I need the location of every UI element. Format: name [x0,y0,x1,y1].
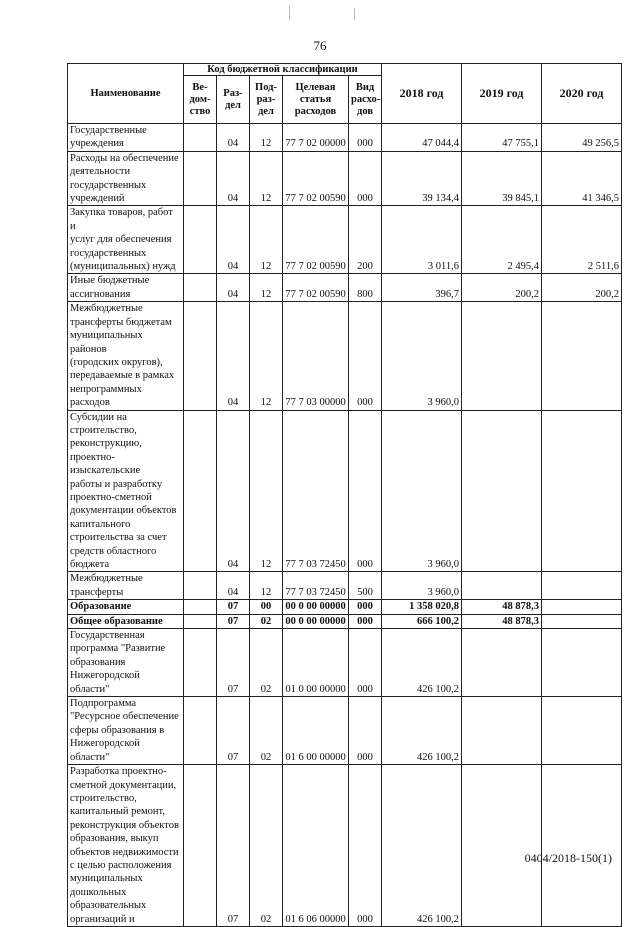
cell-2018: 47 044,4 [382,124,462,152]
table-row [68,697,622,765]
cell-podrazdel: 02 [250,765,283,927]
cell-celevaya: 77 7 03 72450 [283,572,349,600]
cell-2019 [462,697,542,765]
cell-razdel: 04 [217,302,250,410]
cell-2019: 200,2 [462,274,542,302]
header-razdel: Раз- дел [217,76,250,124]
cell-name: Подпрограмма "Ресурсное обеспечение сферы образования в Нижегородской области" [68,697,184,765]
cell-razdel: 07 [217,600,250,614]
cell-2019: 48 878,3 [462,614,542,628]
table-row [68,274,622,302]
table-row [68,765,622,927]
cell-2018: 1 358 020,8 [382,600,462,614]
cell-2018: 3 011,6 [382,206,462,274]
cell-2018: 396,7 [382,274,462,302]
cell-podrazdel: 12 [250,274,283,302]
cell-celevaya: 77 7 02 00590 [283,274,349,302]
cell-2020 [542,765,622,927]
cell-vedomstvo [184,206,217,274]
table-row [68,572,622,600]
table-row [68,600,622,614]
cell-name: Закупка товаров, работ и услуг для обеспечения государственных (муниципальных) нужд [68,206,184,274]
cell-vedomstvo [184,410,217,572]
table-row [68,302,622,410]
cell-name: Государственные учреждения [68,124,184,152]
cell-razdel: 07 [217,765,250,927]
cell-2019 [462,572,542,600]
cell-2018: 426 100,2 [382,697,462,765]
table-row [68,614,622,628]
cell-celevaya: 77 7 02 00590 [283,206,349,274]
cell-vedomstvo [184,697,217,765]
cell-podrazdel: 12 [250,124,283,152]
cell-celevaya: 01 6 00 00000 [283,697,349,765]
table-row [68,206,622,274]
cell-vedomstvo [184,151,217,206]
cell-razdel: 04 [217,572,250,600]
header-vid: Вид расхо- дов [349,76,382,124]
cell-podrazdel: 12 [250,302,283,410]
scan-mark [354,8,355,20]
cell-2020: 200,2 [542,274,622,302]
cell-vid: 000 [349,302,382,410]
cell-celevaya: 77 7 02 00000 [283,124,349,152]
cell-2018: 3 960,0 [382,302,462,410]
cell-razdel: 07 [217,629,250,697]
header-budget-code: Код бюджетной классификации [184,64,382,76]
table-row [68,629,622,697]
table-row [68,410,622,572]
cell-vedomstvo [184,572,217,600]
cell-2019 [462,765,542,927]
cell-2020: 2 511,6 [542,206,622,274]
cell-vid: 000 [349,600,382,614]
cell-2019 [462,302,542,410]
footer-code: 0404/2018-150(1) [524,851,612,865]
table-row [68,151,622,206]
cell-vedomstvo [184,302,217,410]
cell-2020 [542,600,622,614]
cell-podrazdel: 12 [250,572,283,600]
cell-celevaya: 01 6 06 00000 [283,765,349,927]
cell-podrazdel: 02 [250,697,283,765]
cell-podrazdel: 12 [250,151,283,206]
cell-celevaya: 77 7 02 00590 [283,151,349,206]
cell-name: Расходы на обеспечение деятельности государственных учреждений [68,151,184,206]
cell-razdel: 04 [217,151,250,206]
table-body [68,124,622,927]
cell-razdel: 04 [217,410,250,572]
cell-vedomstvo [184,629,217,697]
header-2018: 2018 год [382,64,462,124]
cell-celevaya: 00 0 00 00000 [283,600,349,614]
cell-name: Межбюджетные трансферты бюджетам муниципальных районов (городских округов), передаваемые в рамках непрограммных расходов [68,302,184,410]
cell-celevaya: 77 7 03 72450 [283,410,349,572]
scan-mark [289,6,290,20]
cell-name: Образование [68,600,184,614]
cell-vid: 800 [349,274,382,302]
cell-name: Разработка проектно- сметной документации, строительство, капитальный ремонт, реконструкция объектов образования, выкуп объектов недвижимости с целью расположения муниципальных дошкольных образовательных организаций и [68,765,184,927]
cell-celevaya: 00 0 00 00000 [283,614,349,628]
header-celevaya: Целевая статья расходов [283,76,349,124]
cell-vid: 500 [349,572,382,600]
cell-vedomstvo [184,765,217,927]
budget-table [67,63,622,927]
cell-2018: 426 100,2 [382,629,462,697]
cell-name: Государственная программа "Развитие образования Нижегородской области" [68,629,184,697]
cell-razdel: 07 [217,697,250,765]
cell-vedomstvo [184,614,217,628]
cell-razdel: 04 [217,274,250,302]
cell-2019: 39 845,1 [462,151,542,206]
cell-vid: 000 [349,614,382,628]
cell-2020: 41 346,5 [542,151,622,206]
cell-podrazdel: 02 [250,629,283,697]
cell-2020 [542,614,622,628]
table-row [68,124,622,152]
cell-vid: 000 [349,629,382,697]
header-2019: 2019 год [462,64,542,124]
cell-podrazdel: 12 [250,410,283,572]
cell-celevaya: 01 0 00 00000 [283,629,349,697]
cell-vid: 000 [349,124,382,152]
cell-2019 [462,629,542,697]
cell-2019: 47 755,1 [462,124,542,152]
cell-name: Субсидии на строительство, реконструкцию, проектно-изыскательские работы и разработку проектно-сметной документации объектов капитального строительства за счет средств областного бюджета [68,410,184,572]
cell-vedomstvo [184,274,217,302]
cell-2019 [462,410,542,572]
cell-name: Иные бюджетные ассигнования [68,274,184,302]
cell-2020: 49 256,5 [542,124,622,152]
cell-vid: 000 [349,410,382,572]
cell-razdel: 07 [217,614,250,628]
page-number: 76 [313,38,327,53]
cell-razdel: 04 [217,206,250,274]
cell-razdel: 04 [217,124,250,152]
header-vedomstvo: Ве- дом- ство [184,76,217,124]
cell-2020 [542,572,622,600]
cell-2018: 666 100,2 [382,614,462,628]
cell-vedomstvo [184,600,217,614]
cell-vid: 000 [349,765,382,927]
cell-vid: 000 [349,697,382,765]
cell-name: Общее образование [68,614,184,628]
cell-vid: 000 [349,151,382,206]
cell-podrazdel: 00 [250,600,283,614]
header-name: Наименование [68,64,184,124]
cell-podrazdel: 12 [250,206,283,274]
cell-2019: 48 878,3 [462,600,542,614]
cell-2018: 3 960,0 [382,572,462,600]
cell-2018: 3 960,0 [382,410,462,572]
cell-2019: 2 495,4 [462,206,542,274]
cell-name: Межбюджетные трансферты [68,572,184,600]
cell-vedomstvo [184,124,217,152]
cell-2020 [542,410,622,572]
cell-2020 [542,629,622,697]
cell-vid: 200 [349,206,382,274]
header-podrazdel: Под- раз- дел [250,76,283,124]
cell-2018: 426 100,2 [382,765,462,927]
cell-podrazdel: 02 [250,614,283,628]
cell-2018: 39 134,4 [382,151,462,206]
cell-2020 [542,302,622,410]
cell-celevaya: 77 7 03 00000 [283,302,349,410]
cell-2020 [542,697,622,765]
header-2020: 2020 год [542,64,622,124]
